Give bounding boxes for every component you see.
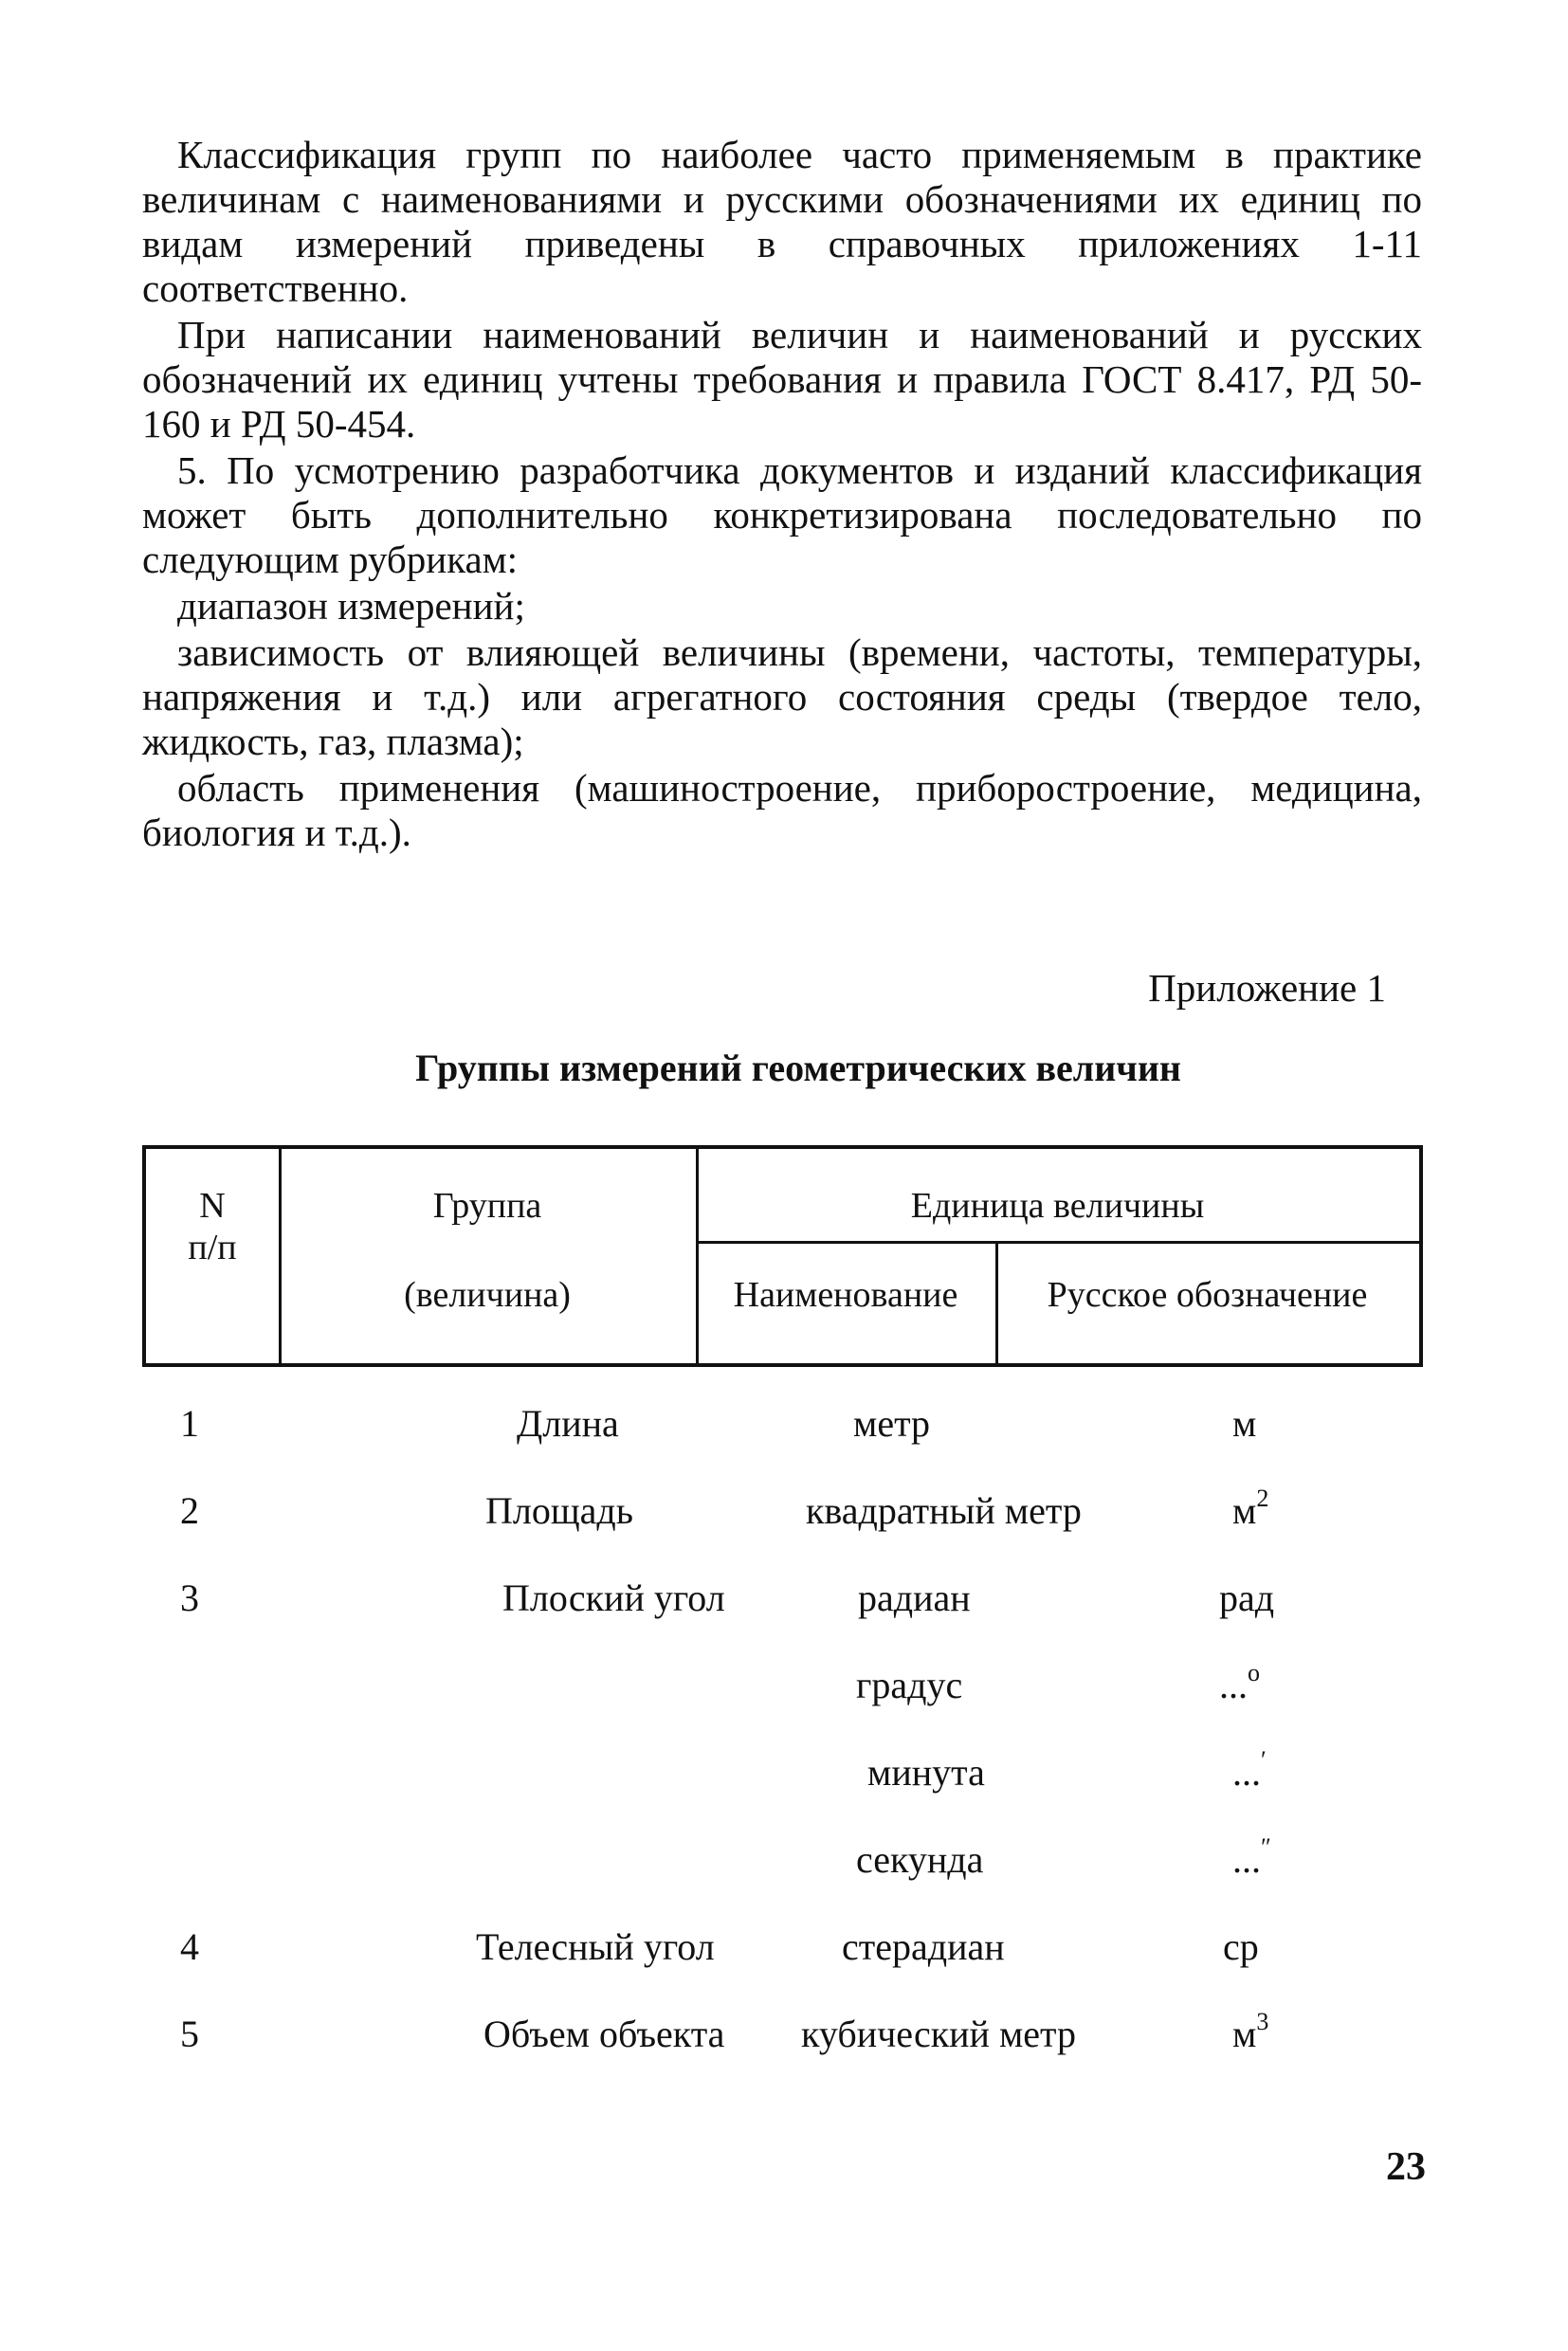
row-number: 3 bbox=[180, 1576, 199, 1619]
row-unit-symbol: м bbox=[1232, 1402, 1257, 1445]
row-group: Телесный угол bbox=[476, 1925, 715, 1968]
header-divider bbox=[696, 1241, 1419, 1244]
table-row bbox=[0, 1924, 1568, 1981]
row-number: 2 bbox=[180, 1489, 199, 1532]
row-unit-symbol: ср bbox=[1223, 1925, 1259, 1968]
header-divider bbox=[279, 1149, 282, 1363]
row-number: 4 bbox=[180, 1925, 199, 1968]
header-divider bbox=[696, 1149, 699, 1363]
paragraph-classification: Классификация групп по наиболее часто применяемым в практике величинам с наименованиями и русскими обозначениями их единиц по видам измерений приведены в справочных приложениях 1-11 соответственно. bbox=[142, 133, 1422, 310]
row-unit-symbol: рад bbox=[1219, 1576, 1275, 1619]
header-group-sublabel: (величина) bbox=[404, 1275, 571, 1315]
table-row bbox=[0, 1576, 1568, 1632]
table-row bbox=[0, 1401, 1568, 1458]
row-unit-name: радиан bbox=[858, 1576, 971, 1619]
paragraph-range: диапазон измерений; bbox=[177, 584, 525, 628]
header-num-label: N bbox=[199, 1186, 226, 1226]
row-group: Плоский угол bbox=[502, 1576, 725, 1619]
table-row bbox=[0, 1659, 1568, 1720]
table-title: Группы измерений геометрических величин bbox=[415, 1047, 1181, 1089]
row-unit-name: квадратный метр bbox=[806, 1489, 1082, 1532]
table-header bbox=[142, 1145, 1423, 1367]
row-group: Длина bbox=[517, 1402, 619, 1445]
row-number: 1 bbox=[180, 1402, 199, 1445]
table-row bbox=[0, 2008, 1568, 2069]
paragraph-requirements: При написании наименований величин и наименований и русских обозначений их единиц учтены требования и правила ГОСТ 8.417, РД 50-160 и РД 50-454. bbox=[142, 313, 1422, 446]
row-unit-name: метр bbox=[853, 1402, 931, 1445]
header-unit-symbol: Русское обозначение bbox=[1047, 1275, 1368, 1315]
paragraph-item-5: 5. По усмотрению разработчика документов и изданий классификация может быть дополнительно конкретизирована последовательно по следующим рубрикам: bbox=[142, 448, 1422, 581]
table-row bbox=[0, 1485, 1568, 1545]
page-number: 23 bbox=[1386, 2145, 1426, 2189]
table-row bbox=[0, 1833, 1568, 1894]
paragraph-dependency: зависимость от влияющей величины (времени, частоты, температуры, напряжения и т.д.) или агрегатного состояния среды (твердое тело, жидкость, газ, плазма); bbox=[142, 630, 1422, 763]
header-group-label: Группа bbox=[432, 1186, 542, 1226]
row-unit-name: минута bbox=[867, 1751, 985, 1794]
row-unit-name: кубический метр bbox=[801, 2013, 1076, 2055]
header-unit-label: Единица величины bbox=[910, 1186, 1205, 1226]
body-text bbox=[142, 133, 1422, 857]
row-unit-name: секунда bbox=[856, 1838, 984, 1881]
table-row bbox=[0, 1746, 1568, 1807]
row-unit-symbol: $м^2$ bbox=[1232, 1485, 1269, 1532]
row-group: Площадь bbox=[485, 1489, 633, 1532]
row-unit-symbol: ...″ bbox=[1232, 1833, 1271, 1881]
row-unit-name: градус bbox=[856, 1664, 963, 1706]
header-num-sublabel: п/п bbox=[188, 1228, 237, 1267]
appendix-label: Приложение 1 bbox=[1148, 966, 1386, 1010]
paragraph-application: область применения (машиностроение, приборостроение, медицина, биология и т.д.). bbox=[142, 766, 1422, 854]
row-unit-symbol: ...$^о$ bbox=[1219, 1659, 1260, 1706]
row-number: 5 bbox=[180, 2013, 199, 2055]
row-unit-symbol: $м^3$ bbox=[1232, 2008, 1269, 2055]
header-unit-name: Наименование bbox=[733, 1275, 958, 1315]
row-unit-symbol: ...′ bbox=[1232, 1746, 1267, 1794]
row-unit-name: стерадиан bbox=[842, 1925, 1005, 1968]
row-group: Объем объекта bbox=[483, 2013, 725, 2055]
